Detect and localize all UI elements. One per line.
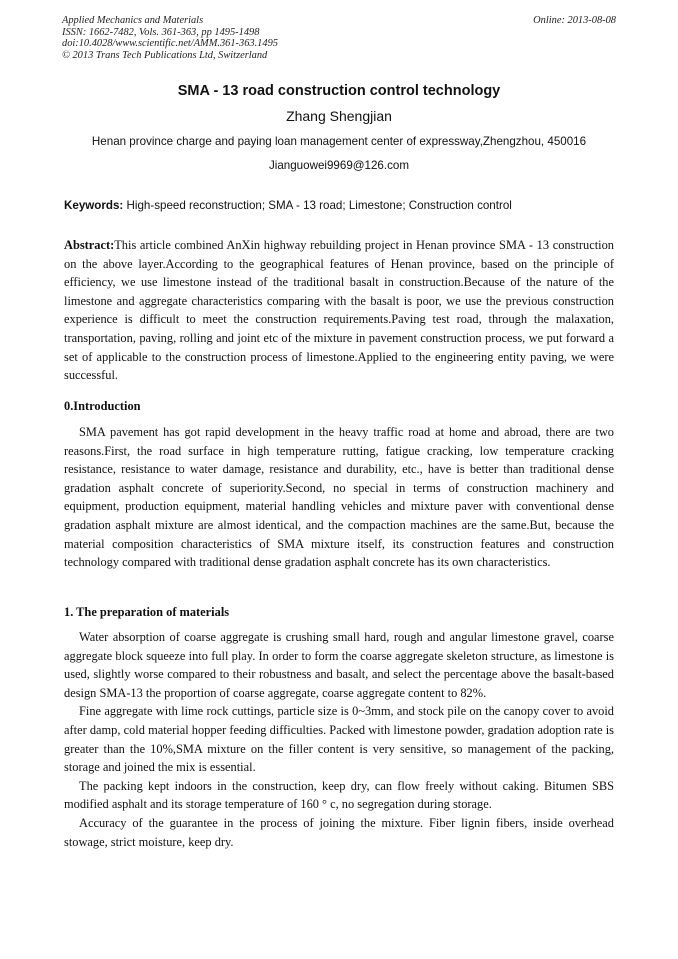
keywords-text: High-speed reconstruction; SMA - 13 road; Limestone; Construction control: [123, 199, 512, 212]
copyright-line: © 2013 Trans Tech Publications Ltd, Switzerland: [62, 50, 268, 62]
affiliation: Henan province charge and paying loan management center of expressway,Zhengzhou, 450016: [91, 135, 587, 148]
journal-header: [62, 15, 616, 62]
issn-line: ISSN: 1662-7482, Vols. 361-363, pp 1495-1498: [62, 26, 260, 38]
section-heading-materials: 1. The preparation of materials: [64, 605, 230, 619]
section-body-introduction: [64, 423, 614, 572]
section-heading-introduction: 0.Introduction: [64, 399, 141, 413]
abstract-label: Abstract:: [64, 238, 115, 252]
author-name: Zhang Shengjian: [286, 108, 392, 124]
paragraph: Accuracy of the guarantee in the process of joining the mixture. Fiber lignin fibers, inside overhead stowage, strict moisture, keep dry.: [64, 815, 614, 849]
online-date: Online: 2013-08-08: [533, 15, 616, 26]
abstract: [64, 236, 614, 385]
keywords: [64, 198, 616, 213]
paragraph: Water absorption of coarse aggregate is crushing small hard, rough and angular limestone gravel, coarse aggregate block squeeze into full play. In order to form the coarse aggregate skeleton structure, as limestone is used, slightly worse compared to their robustness and basalt, and select the percentage above the basalt-based design SMA-13 the proportion of coarse aggregate, coarse aggregate content to 82%.: [64, 630, 614, 700]
paper-title: SMA - 13 road construction control technology: [177, 83, 501, 99]
paragraph: The packing kept indoors in the construction, keep dry, can flow freely without caking. Bitumen SBS modified asphalt and its storage temperature of 160 ° c, no segregation during storage.: [64, 778, 614, 812]
author-email: Jianguowei9969@126.com: [268, 159, 410, 172]
keywords-label: Keywords:: [64, 199, 124, 212]
paragraph: Fine aggregate with lime rock cuttings, particle size is 0~3mm, and stock pile on the canopy cover to avoid after damp, cold material hopper feeding difficulties. Packed with limestone powder, gradation adoption rate is greater than the 10%,SMA mixture on the filler content is very sensitive, so management of the packing, storage and joined the mix is essential.: [64, 704, 614, 775]
abstract-text: This article combined AnXin highway rebuilding project in Henan province SMA - 13 construction on the above layer.According to the geographical features of Henan province, based on the principle of efficiency, we use limestone instead of the traditional basalt in construction.Because of the nature of the limestone and aggregate characteristics comparing with the basalt is poor, we use the previous construction experience is difficult to meet the construction requirements.Paving test road, through the malaxation, transportation, paving, rolling and joint etc of the mixture in pavement construction process, we put forward a set of applicable to the construction process of limestone.Applied to the engineering entity paving, we were successful.: [64, 238, 614, 383]
doi-line: doi:10.4028/www.scientific.net/AMM.361-363.1495: [62, 38, 278, 50]
section-body-materials: [64, 628, 614, 851]
paragraph: SMA pavement has got rapid development in the heavy traffic road at home and abroad, there are two reasons.First, the road surface in high temperature rutting, fatigue cracking, low temperature cracking resistance, resistance to water damage, resistance and durability, etc., have is better than traditional dense gradation asphalt concrete of superiority.Second, no special in terms of construction machinery and equipment, production equipment, material handling vehicles and mixture paver with conventional dense gradation asphalt mixture are almost identical, and the compaction machines are the same.But, because the material composition characteristics of SMA mixture itself, its construction features and construction technology compared with traditional dense gradation asphalt concrete has its own characteristics.: [64, 425, 614, 570]
journal-name: Applied Mechanics and Materials: [62, 15, 204, 26]
